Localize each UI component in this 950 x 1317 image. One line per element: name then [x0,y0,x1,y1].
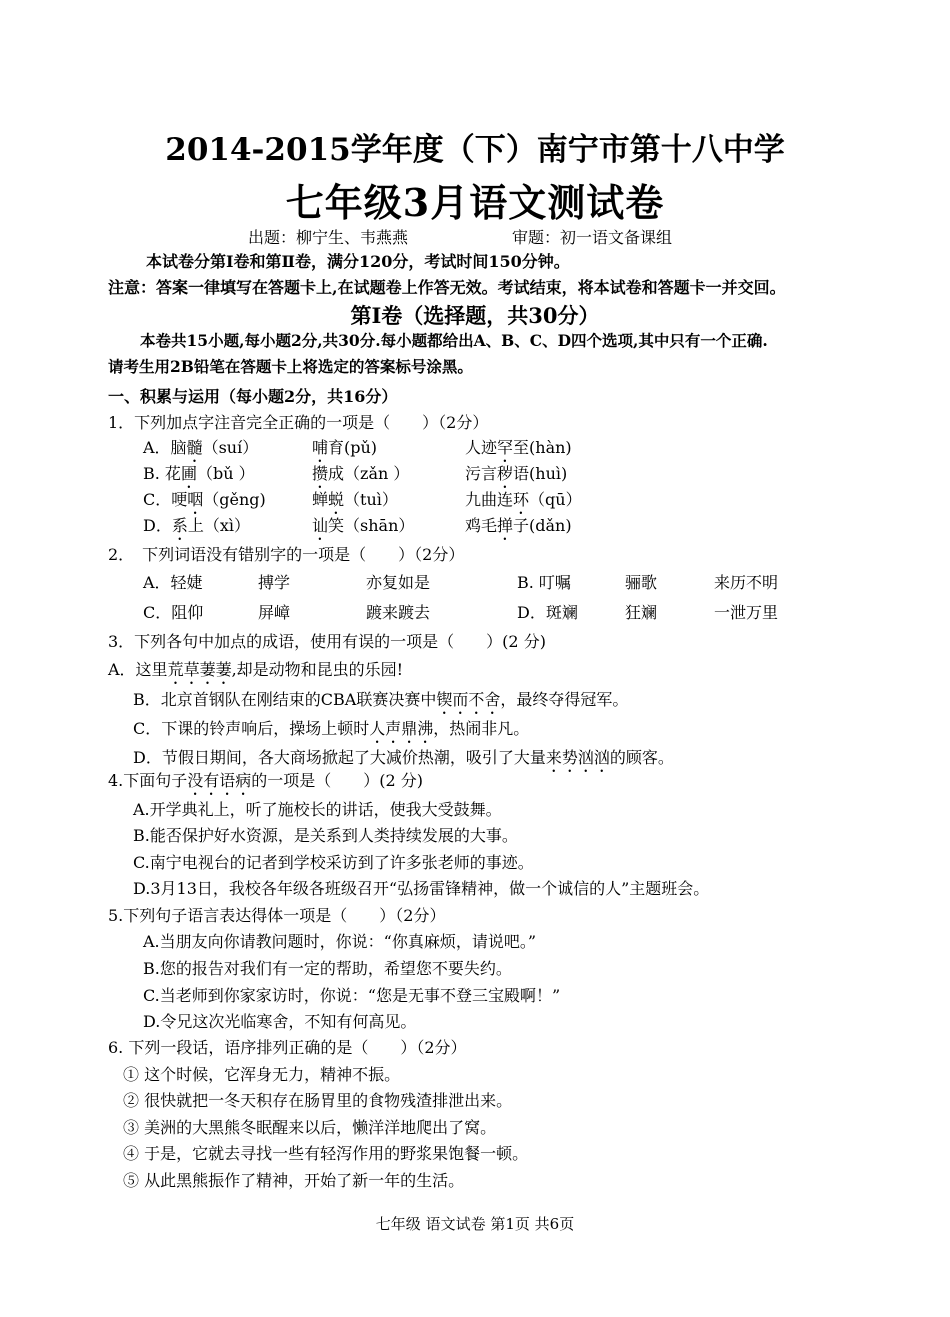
q1-option-d1: D．系上（xì） [143,516,251,535]
q2-option-a-word1: A．轻婕 [143,573,203,592]
exam-authors: 出题：柳宁生、韦燕燕 [248,228,409,247]
q5-option-c: C.当老师到你家家访时，你说：“您是无事不登三宝殿啊！” [143,986,561,1005]
q2-option-d-word2: 狂斓 [625,603,658,622]
page-footer: 七年级 语文试卷 第1页 共6页 [375,1215,575,1233]
q6-sentence-5: ⑤ 从此黑熊振作了精神，开始了新一年的生活。 [123,1171,465,1190]
q3-option-c: C．下课的铃声响后，操场上顿时人声鼎沸，热闹非凡。 [133,719,530,738]
q2-option-b-word2: 骊歌 [625,573,658,592]
q2-option-d-word3: 一泄万里 [714,603,779,622]
q4-option-d: D.3月13日，我校各年级各班级召开“弘扬雷锋精神，做一个诚信的人”主题班会。 [133,879,710,898]
q5-stem: 5.下列句子语言表达得体一项是（ ）（2分） [108,906,446,925]
q2-option-b-word3: 来历不明 [714,573,779,592]
q6-sentence-4: ④ 于是，它就去寻找一些有轻泻作用的野浆果饱餐一顿。 [123,1144,529,1163]
exam-reviewer: 审题：初一语文备课组 [512,228,673,247]
q2-option-b-word1: B. 叮嘱 [517,573,571,592]
q1-option-d3: 鸡毛掸子(dǎn) [465,516,572,535]
q4-option-b: B.能否保护好水资源，是关系到人类持续发展的大事。 [133,826,518,845]
q1-option-c1: C．哽咽（gěng) [143,490,266,509]
q3-stem: 3．下列各句中加点的成语，使用有误的一项是（ ）(2 分) [108,632,546,651]
exam-title-subject: 七年级3月语文测试卷 [285,180,665,225]
q3-option-a: A．这里荒草萋萋,却是动物和昆虫的乐园! [108,660,404,679]
q1-option-a3: 人迹罕至(hàn) [465,438,572,457]
q2-option-d-word1: D．斑斓 [517,603,578,622]
q4-option-c: C.南宁电视台的记者到学校采访到了许多张老师的事迹。 [133,853,534,872]
q4-stem: 4.下面句子没有语病的一项是（ ）(2 分) [108,771,424,790]
q1-option-c2: 蝉蜕（tuì） [312,490,398,509]
q5-option-a: A.当朋友向你请教问题时，你说：“你真麻烦，请说吧。” [143,932,537,951]
q6-sentence-2: ② 很快就把一冬天积存在肠胃里的食物残渣排泄出来。 [123,1091,513,1110]
q5-option-b: B.您的报告对我们有一定的帮助，希望您不要失约。 [143,959,512,978]
q1-option-a2: 哺育(pǔ) [312,438,378,457]
q6-sentence-1: ① 这个时候，它浑身无力，精神不振。 [123,1065,401,1084]
section-1-title: 第Ⅰ卷（选择题，共30分） [350,303,600,328]
q2-option-c-word1: C．阻仰 [143,603,204,622]
q1-option-c3: 九曲连环（qū） [465,490,582,509]
section-1-intro-1: 本卷共15小题,每小题2分,共30分.每小题都给出A、B、C、D四个选项,其中只有一个正确. [140,331,768,350]
q1-option-b2: 攒成（zǎn ） [312,464,410,483]
q1-stem: 1．下列加点字注音完全正确的一项是（ ）（2分） [108,413,489,432]
q1-option-d2: 讪笑（shān） [312,516,415,535]
part-1-heading: 一、积累与运用（每小题2分，共16分） [108,387,398,406]
q6-sentence-3: ③ 美洲的大黑熊冬眠醒来以后，懒洋洋地爬出了窝。 [123,1118,497,1137]
exam-info: 本试卷分第Ⅰ卷和第Ⅱ卷，满分120分，考试时间150分钟。 [146,252,570,271]
q3-option-b: B．北京首钢队在刚结束的CBA联赛决赛中锲而不舍，最终夺得冠军。 [133,690,629,709]
q6-stem: 6. 下列一段话，语序排列正确的是（ ）（2分） [108,1038,467,1057]
q3-option-d: D．节假日期间，各大商场掀起了大减价热潮，吸引了大量来势汹汹的顾客。 [133,748,674,767]
q2-option-c-word3: 踱来踱去 [366,603,431,622]
q1-option-a1: A．脑髓（suí） [143,438,259,457]
q5-option-d: D.令兄这次光临寒舍，不知有何高见。 [143,1012,417,1031]
exam-notice: 注意：答案一律填写在答题卡上,在试题卷上作答无效。考试结束，将本试卷和答题卡一并交回。 [108,278,786,297]
q1-option-b1: B. 花圃（bǔ ） [143,464,255,483]
q4-option-a: A.开学典礼上，听了施校长的讲话，使我大受鼓舞。 [133,800,502,819]
q2-stem: 2． 下列词语没有错别字的一项是（ ）（2分） [108,545,465,564]
q2-option-c-word2: 屏嶂 [258,603,291,622]
q2-option-a-word3: 亦复如是 [366,573,431,592]
q1-option-b3: 污言秽语(huì) [465,464,568,483]
q2-option-a-word2: 搏学 [258,573,291,592]
exam-title-school: 2014-2015学年度（下）南宁市第十八中学 [165,132,785,168]
section-1-intro-2: 请考生用2B铅笔在答题卡上将选定的答案标号涂黑。 [108,357,473,376]
